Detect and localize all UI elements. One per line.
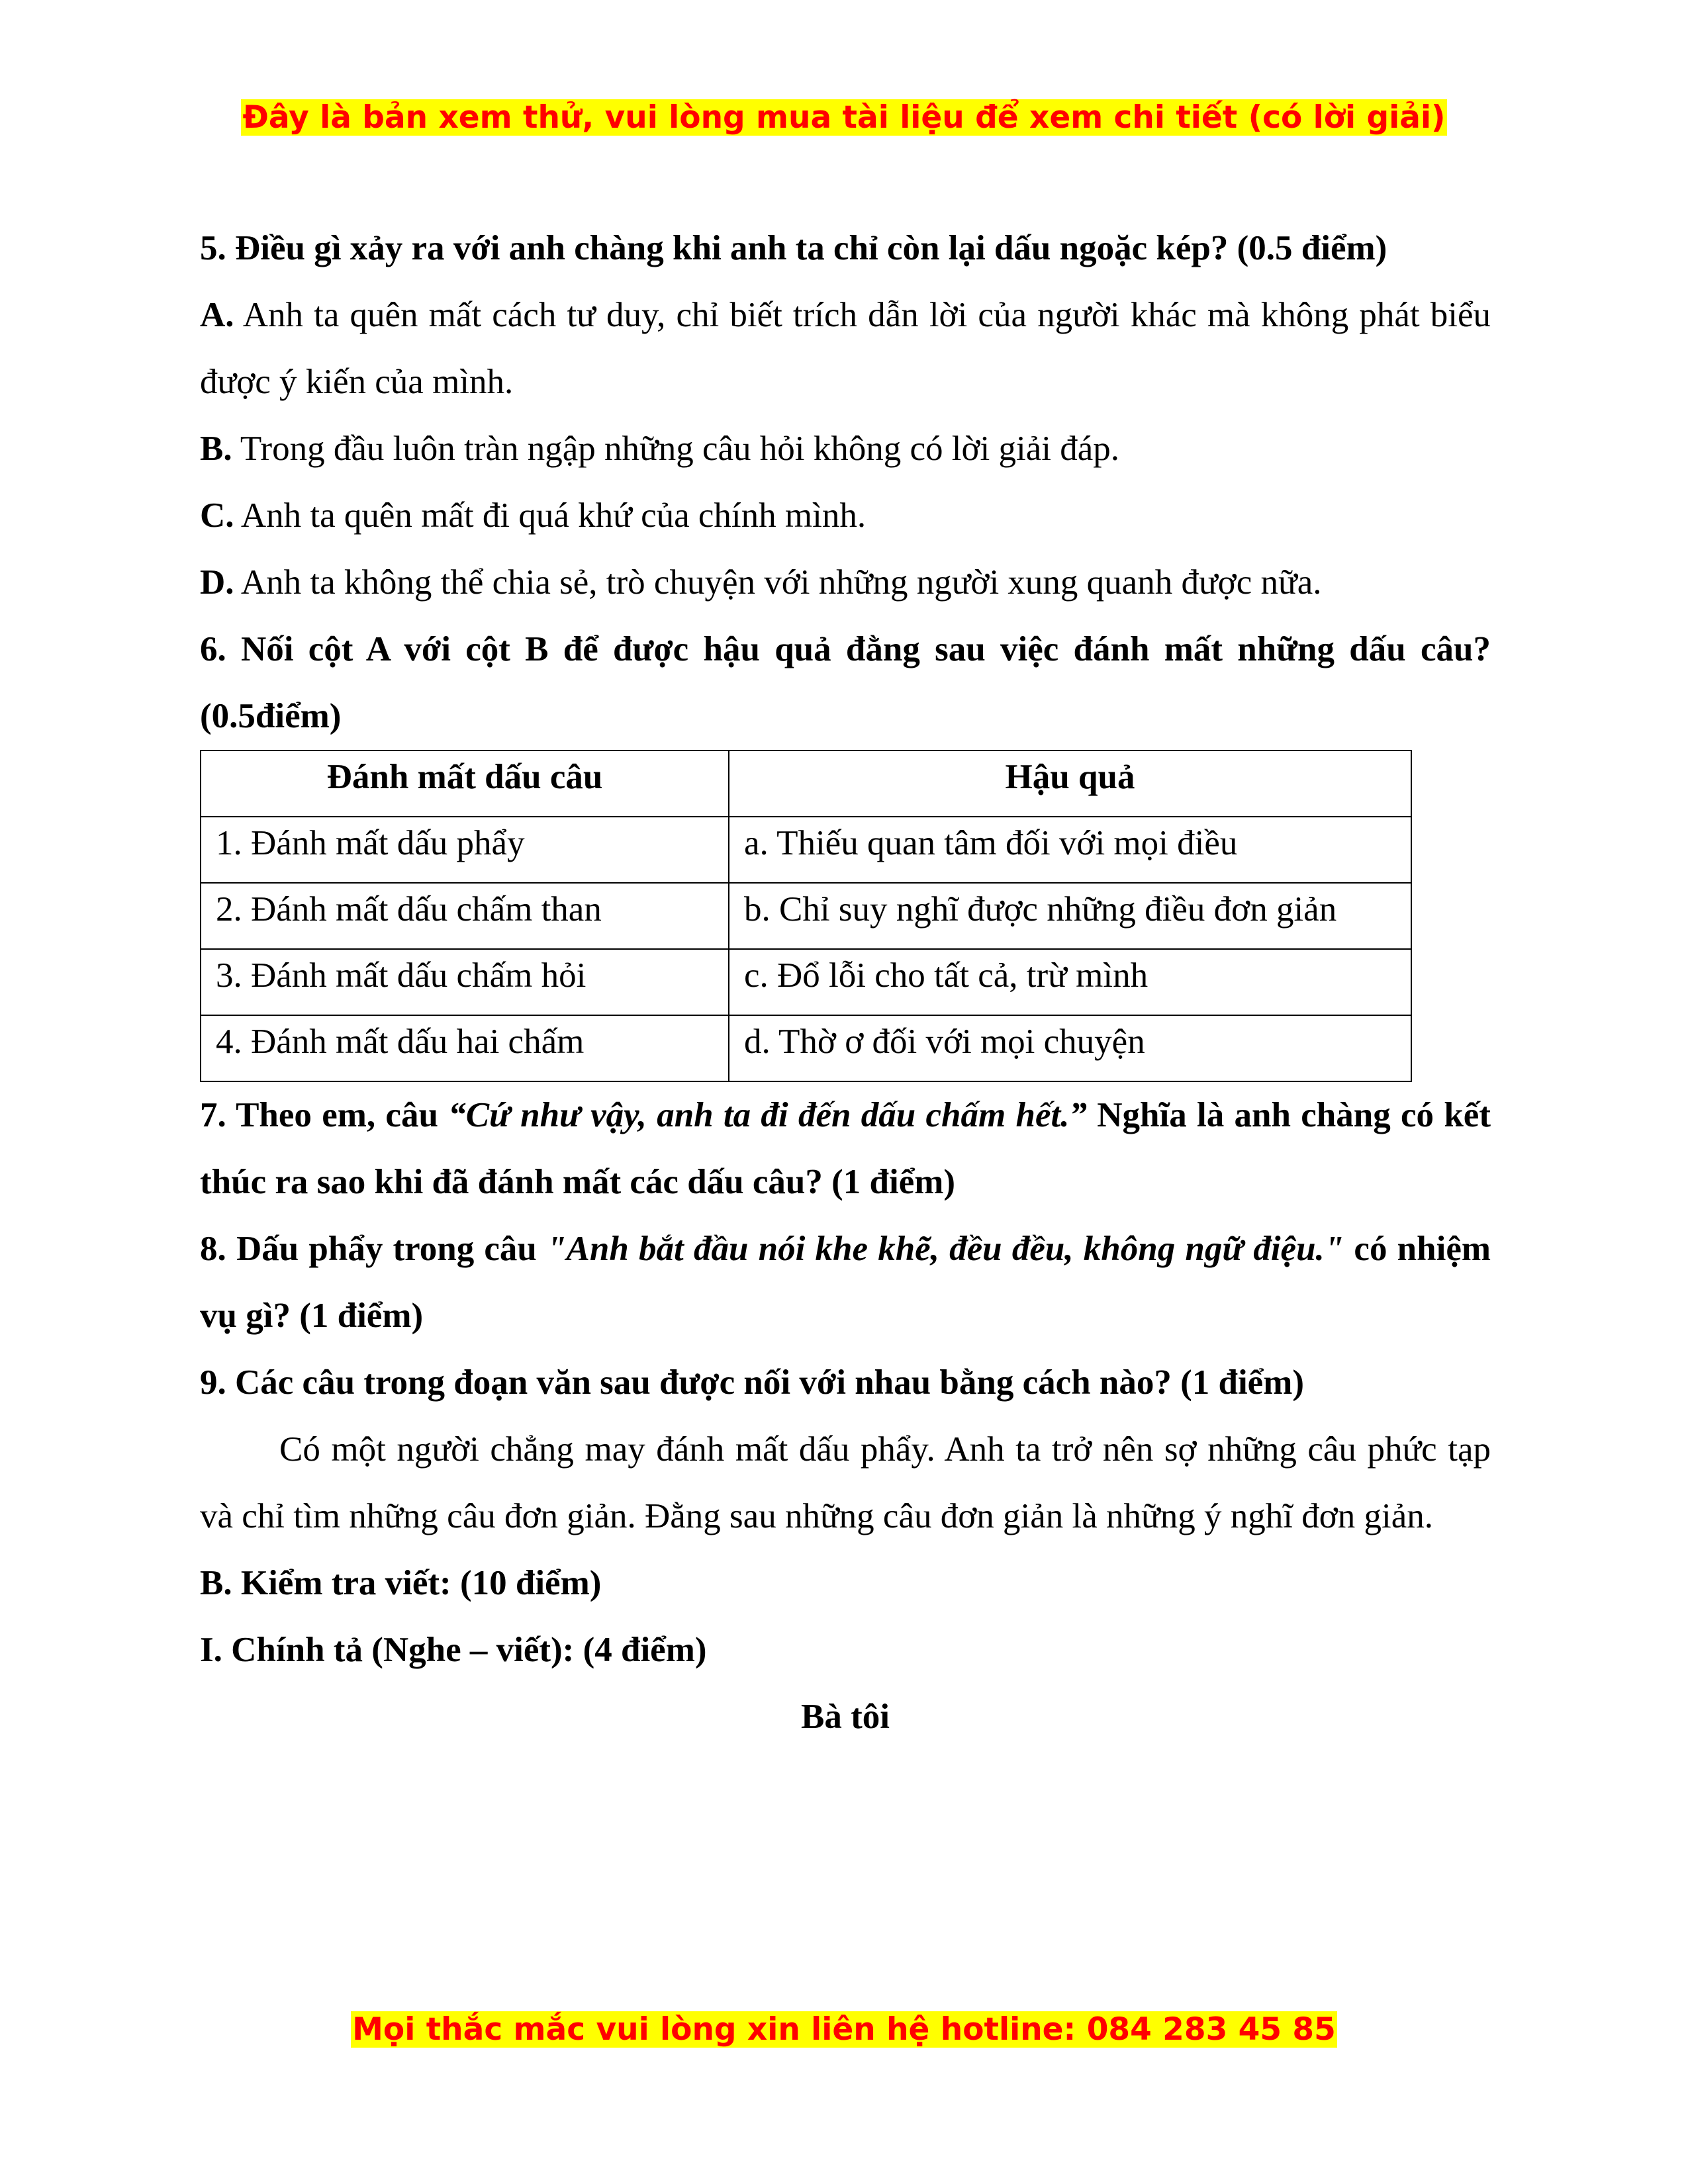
- option-letter: B.: [200, 430, 232, 468]
- question-7-quote: “Cứ như vậy, anh ta đi đến dấu chấm hết.”: [448, 1096, 1087, 1134]
- option-b: [200, 416, 1491, 482]
- question-8: [200, 1216, 1491, 1349]
- option-letter: C.: [200, 496, 234, 535]
- question-8-text: [200, 1216, 1491, 1349]
- column-b-header: Hậu quả: [729, 751, 1411, 817]
- question-9: [200, 1349, 1491, 1550]
- option-text: Anh ta quên mất đi quá khứ của chính mình.: [234, 496, 867, 535]
- question-8-suffix: có nhiệm vụ gì? (1 điểm): [200, 1230, 1491, 1335]
- table-cell: 2. Đánh mất dấu chấm than: [201, 883, 729, 949]
- question-8-quote: "Anh bắt đầu nói khe khẽ, đều đều, không ngữ điệu.": [547, 1230, 1344, 1268]
- table-cell: a. Thiếu quan tâm đối với mọi điều: [729, 817, 1411, 883]
- option-text: Anh ta không thể chia sẻ, trò chuyện với những người xung quanh được nữa.: [234, 563, 1322, 602]
- table-row: [201, 949, 1411, 1015]
- question-8-prefix: 8. Dấu phẩy trong câu: [200, 1230, 547, 1268]
- table-row: [201, 1015, 1411, 1081]
- document-body: [200, 215, 1491, 1751]
- preview-notice-text: Đây là bản xem thử, vui lòng mua tài liệu để xem chi tiết (có lời giải): [242, 99, 1446, 136]
- option-letter: D.: [200, 563, 234, 602]
- section-i-heading: I. Chính tả (Nghe – viết): (4 điểm): [200, 1631, 707, 1669]
- preview-notice-banner: [0, 99, 1688, 136]
- table-row: [201, 883, 1411, 949]
- option-text: Anh ta quên mất cách tư duy, chỉ biết trích dẫn lời của người khác mà không phát biểu được ý kiến của mình.: [200, 296, 1491, 401]
- table-cell: b. Chỉ suy nghĩ được những điều đơn giản: [729, 883, 1411, 949]
- table-cell: 3. Đánh mất dấu chấm hỏi: [201, 949, 729, 1015]
- table-cell: c. Đổ lỗi cho tất cả, trừ mình: [729, 949, 1411, 1015]
- option-text: Trong đầu luôn tràn ngập những câu hỏi không có lời giải đáp.: [232, 430, 1119, 468]
- question-6: [200, 616, 1491, 1082]
- option-c: [200, 482, 1491, 549]
- table-cell: d. Thờ ơ đối với mọi chuyện: [729, 1015, 1411, 1081]
- hotline-banner: [0, 2011, 1688, 2048]
- column-a-header: Đánh mất dấu câu: [201, 751, 729, 817]
- section-b-heading: B. Kiểm tra viết: (10 điểm): [200, 1564, 602, 1602]
- dictation-title: Bà tôi: [801, 1698, 890, 1736]
- question-7-prefix: 7. Theo em, câu: [200, 1096, 449, 1134]
- question-5-text: 5. Điều gì xảy ra với anh chàng khi anh ta chỉ còn lại dấu ngoặc kép? (0.5 điểm): [200, 229, 1387, 267]
- table-cell: 4. Đánh mất dấu hai chấm: [201, 1015, 729, 1081]
- table-row: [201, 817, 1411, 883]
- option-letter: A.: [200, 296, 234, 334]
- hotline-text: Mọi thắc mắc vui lòng xin liên hệ hotline: 084 283 45 85: [352, 2011, 1336, 2048]
- matching-table: [200, 750, 1412, 1082]
- question-5: [200, 215, 1491, 616]
- question-9-passage: Có một người chẳng may đánh mất dấu phẩy. Anh ta trở nên sợ những câu phức tạp và chỉ tìm những câu đơn giản. Đằng sau những câu đơn giản là những ý nghĩ đơn giản.: [200, 1430, 1491, 1535]
- question-7-text: [200, 1082, 1491, 1216]
- table-header-row: [201, 751, 1411, 817]
- question-9-text: 9. Các câu trong đoạn văn sau được nối với nhau bằng cách nào? (1 điểm): [200, 1363, 1304, 1402]
- table-cell: 1. Đánh mất dấu phẩy: [201, 817, 729, 883]
- option-a: [200, 282, 1491, 416]
- question-6-text: 6. Nối cột A với cột B để được hậu quả đằng sau việc đánh mất những dấu câu? (0.5điểm): [200, 630, 1491, 735]
- question-7-suffix: Nghĩa là anh chàng có kết thúc ra sao khi đã đánh mất các dấu câu? (1 điểm): [200, 1096, 1491, 1201]
- question-7: [200, 1082, 1491, 1216]
- option-d: [200, 549, 1491, 616]
